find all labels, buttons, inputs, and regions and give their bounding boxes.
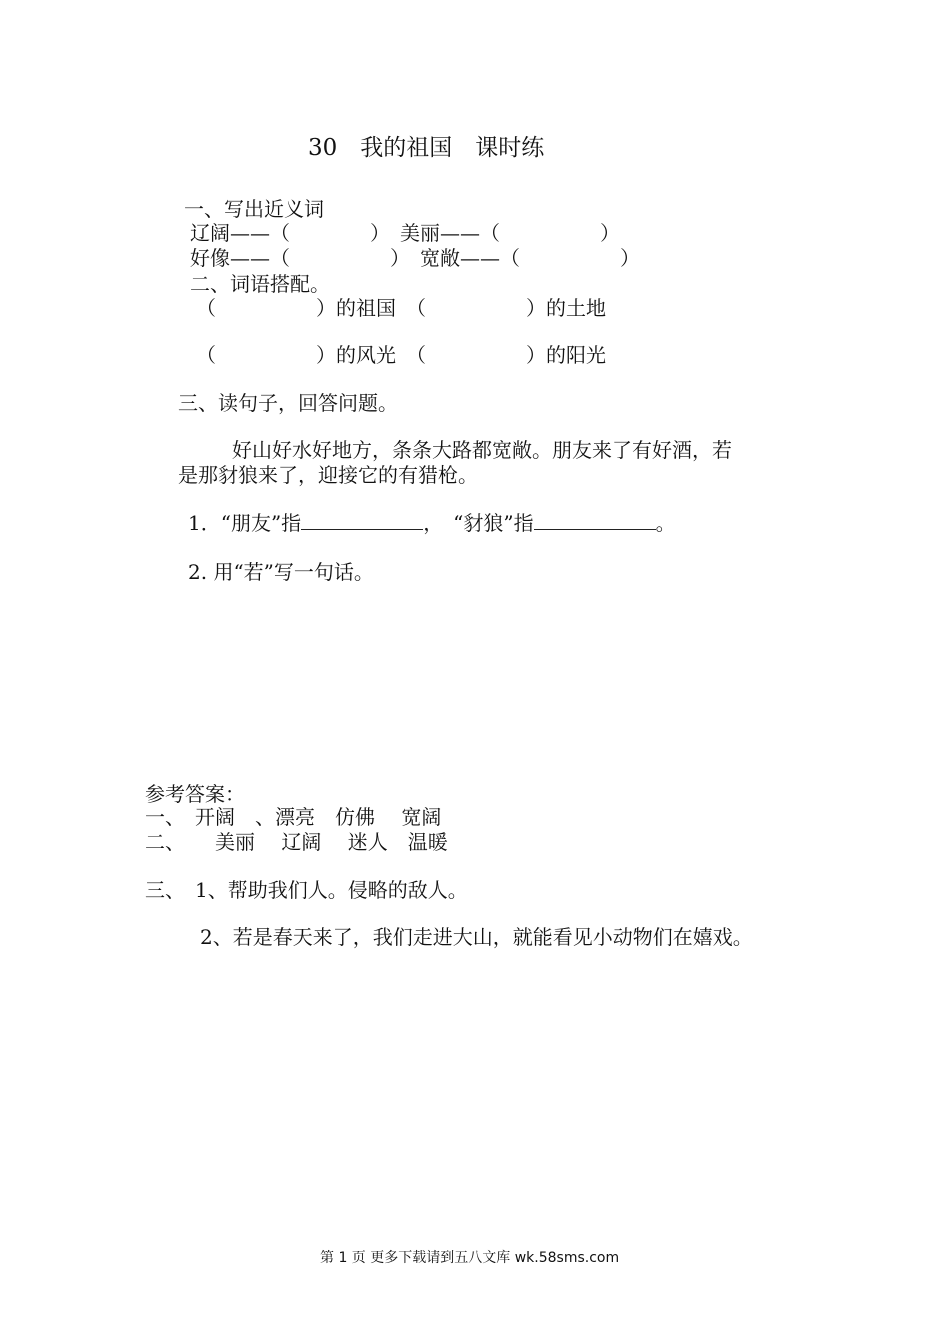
section2-heading: 二、词语搭配。	[190, 272, 330, 296]
section2-row2: （ ）的风光 （ ）的阳光	[196, 343, 606, 367]
section1-row1: 辽阔——（ ） 美丽——（ ）	[190, 221, 620, 245]
passage-line2: 是那豺狼来了，迎接它的有猎枪。	[178, 463, 478, 487]
passage-line1: 好山好水好地方，条条大路都宽敞。朋友来了有好酒，若	[232, 438, 732, 462]
question-1-part-c: 。	[655, 511, 676, 535]
answer-blank-1[interactable]	[301, 511, 423, 530]
answer-blank-2[interactable]	[534, 511, 656, 530]
answer-line-3: 三、 1、帮助我们人。侵略的敌人。	[145, 878, 468, 902]
section1-row2: 好像——（ ） 宽敞——（ ）	[190, 246, 640, 270]
question-1-part-a: 1．“朋友”指	[188, 511, 302, 535]
page-footer: 第 1 页 更多下载请到五八文库 wk.58sms.com	[320, 1250, 620, 1266]
answer-line-4: 2、若是春天来了，我们走进大山，就能看见小动物们在嬉戏。	[200, 925, 753, 949]
section1-heading: 一、写出近义词	[184, 197, 324, 221]
section2-row1: （ ）的祖国 （ ）的土地	[196, 296, 606, 320]
answer-line-1: 一、 开阔 、漂亮 仿佛 宽阔	[145, 805, 442, 829]
question-1	[188, 511, 676, 535]
question-2: 2. 用“若”写一句话。	[188, 560, 374, 584]
section3-heading: 三、读句子，回答问题。	[178, 391, 398, 415]
answer-line-2: 二、 美丽 辽阔 迷人 温暖	[145, 830, 448, 854]
page-title: 30 我的祖国 课时练	[308, 135, 545, 161]
question-1-part-b: ， “豺狼”指	[423, 511, 534, 535]
answers-heading: 参考答案：	[145, 782, 245, 806]
